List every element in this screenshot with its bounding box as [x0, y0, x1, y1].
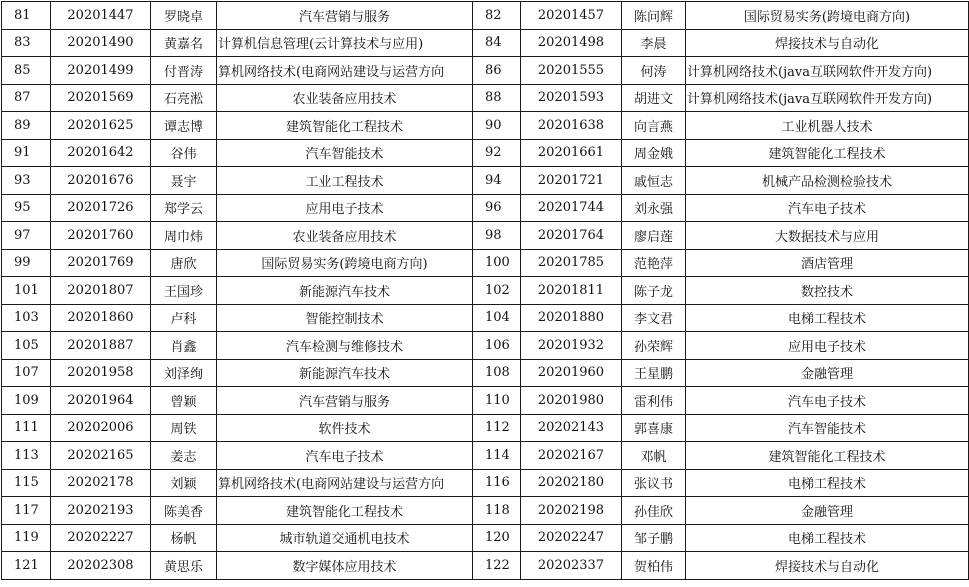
seq-cell: 107: [2, 359, 51, 387]
student-name-cell: 李晨: [622, 29, 686, 57]
seq-cell: 103: [2, 304, 51, 332]
major-cell: 电梯工程技术: [686, 304, 969, 332]
student-id-cell: 20201887: [51, 332, 151, 360]
major-cell: 计算机网络技术(java互联网软件开发方向): [686, 57, 969, 85]
major-cell: 计算机信息管理(云计算技术与应用): [217, 29, 473, 57]
student-id-cell: 20201726: [51, 194, 151, 222]
seq-cell: 112: [473, 414, 521, 442]
student-name-cell: 陈问辉: [622, 2, 686, 30]
major-cell: 电梯工程技术: [686, 524, 969, 552]
student-id-cell: 20201860: [51, 304, 151, 332]
student-id-cell: 20202167: [521, 442, 622, 470]
student-name-cell: 陈子龙: [622, 277, 686, 305]
student-name-cell: 雷利伟: [622, 387, 686, 415]
student-name-cell: 黄思乐: [151, 552, 217, 580]
student-id-cell: 20201980: [521, 387, 622, 415]
student-name-cell: 黄嘉名: [151, 29, 217, 57]
major-cell: 汽车智能技术: [686, 414, 969, 442]
seq-cell: 86: [473, 57, 521, 85]
seq-cell: 114: [473, 442, 521, 470]
major-cell: 农业装备应用技术: [217, 222, 473, 250]
major-cell: 电梯工程技术: [686, 469, 969, 497]
student-id-cell: 20202180: [521, 469, 622, 497]
student-name-cell: 何涛: [622, 57, 686, 85]
seq-cell: 122: [473, 552, 521, 580]
table-row: [2, 469, 969, 497]
table-row: [2, 139, 969, 167]
student-name-cell: 罗晓卓: [151, 2, 217, 30]
seq-cell: 116: [473, 469, 521, 497]
table-row: [2, 222, 969, 250]
student-id-cell: 20202247: [521, 524, 622, 552]
major-cell: 焊接技术与自动化: [686, 29, 969, 57]
seq-cell: 100: [473, 249, 521, 277]
major-cell: 汽车营销与服务: [217, 387, 473, 415]
seq-cell: 121: [2, 552, 51, 580]
major-cell: 焊接技术与自动化: [686, 552, 969, 580]
student-name-cell: 谷伟: [151, 139, 217, 167]
seq-cell: 108: [473, 359, 521, 387]
major-cell: 酒店管理: [686, 249, 969, 277]
student-name-cell: 胡进文: [622, 84, 686, 112]
table-row: [2, 442, 969, 470]
student-name-cell: 向言燕: [622, 112, 686, 140]
student-name-cell: 王星鹏: [622, 359, 686, 387]
student-name-cell: 张议书: [622, 469, 686, 497]
student-id-cell: 20202198: [521, 497, 622, 525]
student-id-cell: 20201960: [521, 359, 622, 387]
major-cell: 新能源汽车技术: [217, 277, 473, 305]
student-name-cell: 周巾炜: [151, 222, 217, 250]
seq-cell: 88: [473, 84, 521, 112]
student-id-cell: 20201447: [51, 2, 151, 30]
student-id-cell: 20201764: [521, 222, 622, 250]
major-cell: 智能控制技术: [217, 304, 473, 332]
major-cell: 国际贸易实务(跨境电商方向): [217, 249, 473, 277]
student-id-cell: 20202165: [51, 442, 151, 470]
seq-cell: 101: [2, 277, 51, 305]
student-name-cell: 石亮淞: [151, 84, 217, 112]
student-id-cell: 20201490: [51, 29, 151, 57]
seq-cell: 92: [473, 139, 521, 167]
student-name-cell: 廖启莲: [622, 222, 686, 250]
student-id-cell: 20202337: [521, 552, 622, 580]
table-row: [2, 112, 969, 140]
student-name-cell: 戚恒志: [622, 167, 686, 195]
seq-cell: 98: [473, 222, 521, 250]
student-id-cell: 20202227: [51, 524, 151, 552]
table-row: [2, 359, 969, 387]
seq-cell: 96: [473, 194, 521, 222]
student-name-cell: 陈美香: [151, 497, 217, 525]
student-id-cell: 20201676: [51, 167, 151, 195]
student-id-cell: 20202143: [521, 414, 622, 442]
seq-cell: 81: [2, 2, 51, 30]
student-id-cell: 20201498: [521, 29, 622, 57]
seq-cell: 118: [473, 497, 521, 525]
student-id-cell: 20201638: [521, 112, 622, 140]
seq-cell: 95: [2, 194, 51, 222]
student-id-cell: 20201964: [51, 387, 151, 415]
seq-cell: 97: [2, 222, 51, 250]
student-id-cell: 20201807: [51, 277, 151, 305]
student-name-cell: 邓帆: [622, 442, 686, 470]
student-name-cell: 姜志: [151, 442, 217, 470]
major-cell: 机械产品检测检验技术: [686, 167, 969, 195]
table-row: [2, 387, 969, 415]
major-cell: 工业机器人技术: [686, 112, 969, 140]
student-name-cell: 杨帆: [151, 524, 217, 552]
seq-cell: 110: [473, 387, 521, 415]
major-cell: 数控技术: [686, 277, 969, 305]
major-cell: 城市轨道交通机电技术: [217, 524, 473, 552]
student-id-cell: 20202193: [51, 497, 151, 525]
seq-cell: 94: [473, 167, 521, 195]
seq-cell: 83: [2, 29, 51, 57]
major-cell: 汽车电子技术: [686, 387, 969, 415]
student-name-cell: 刘永强: [622, 194, 686, 222]
table-row: [2, 249, 969, 277]
student-id-cell: 20201932: [521, 332, 622, 360]
student-name-cell: 李文君: [622, 304, 686, 332]
table-row: [2, 414, 969, 442]
student-id-cell: 20201880: [521, 304, 622, 332]
student-name-cell: 郭喜康: [622, 414, 686, 442]
seq-cell: 120: [473, 524, 521, 552]
seq-cell: 119: [2, 524, 51, 552]
major-cell: 汽车电子技术: [217, 442, 473, 470]
student-name-cell: 聂宇: [151, 167, 217, 195]
major-cell: 应用电子技术: [686, 332, 969, 360]
table-row: [2, 29, 969, 57]
student-id-cell: 20202006: [51, 414, 151, 442]
seq-cell: 82: [473, 2, 521, 30]
major-cell: 算机网络技术(电商网站建设与运营方向: [217, 57, 473, 85]
student-id-cell: 20201721: [521, 167, 622, 195]
major-cell: 大数据技术与应用: [686, 222, 969, 250]
student-id-cell: 20201769: [51, 249, 151, 277]
student-id-cell: 20201593: [521, 84, 622, 112]
table-row: [2, 2, 969, 30]
student-id-cell: 20201958: [51, 359, 151, 387]
student-id-cell: 20201661: [521, 139, 622, 167]
seq-cell: 90: [473, 112, 521, 140]
table-row: [2, 304, 969, 332]
table-row: [2, 524, 969, 552]
student-name-cell: 贺柏伟: [622, 552, 686, 580]
seq-cell: 89: [2, 112, 51, 140]
student-name-cell: 郑学云: [151, 194, 217, 222]
student-name-cell: 孙荣辉: [622, 332, 686, 360]
major-cell: 算机网络技术(电商网站建设与运营方向: [217, 469, 473, 497]
seq-cell: 99: [2, 249, 51, 277]
major-cell: 汽车智能技术: [217, 139, 473, 167]
student-name-cell: 邹子鹏: [622, 524, 686, 552]
seq-cell: 105: [2, 332, 51, 360]
student-name-cell: 孙佳欣: [622, 497, 686, 525]
student-name-cell: 付晋涛: [151, 57, 217, 85]
table-row: [2, 194, 969, 222]
student-id-cell: 20201785: [521, 249, 622, 277]
table-row: [2, 84, 969, 112]
major-cell: 工业工程技术: [217, 167, 473, 195]
major-cell: 汽车电子技术: [686, 194, 969, 222]
table-row: [2, 497, 969, 525]
major-cell: 建筑智能化工程技术: [217, 497, 473, 525]
student-id-cell: 20201642: [51, 139, 151, 167]
major-cell: 建筑智能化工程技术: [686, 442, 969, 470]
seq-cell: 87: [2, 84, 51, 112]
table-row: [2, 332, 969, 360]
table-body: [2, 2, 969, 580]
student-name-cell: 王国珍: [151, 277, 217, 305]
student-id-cell: 20201744: [521, 194, 622, 222]
major-cell: 国际贸易实务(跨境电商方向): [686, 2, 969, 30]
student-name-cell: 周铁: [151, 414, 217, 442]
major-cell: 金融管理: [686, 497, 969, 525]
major-cell: 农业装备应用技术: [217, 84, 473, 112]
seq-cell: 104: [473, 304, 521, 332]
student-id-cell: 20201625: [51, 112, 151, 140]
student-name-cell: 曾颖: [151, 387, 217, 415]
student-name-cell: 刘泽绚: [151, 359, 217, 387]
seq-cell: 109: [2, 387, 51, 415]
student-id-cell: 20202308: [51, 552, 151, 580]
table-row: [2, 57, 969, 85]
seq-cell: 113: [2, 442, 51, 470]
seq-cell: 93: [2, 167, 51, 195]
seq-cell: 117: [2, 497, 51, 525]
student-id-cell: 20201760: [51, 222, 151, 250]
seq-cell: 111: [2, 414, 51, 442]
student-name-cell: 谭志博: [151, 112, 217, 140]
student-id-cell: 20201569: [51, 84, 151, 112]
student-name-cell: 肖鑫: [151, 332, 217, 360]
student-name-cell: 范艳萍: [622, 249, 686, 277]
student-id-cell: 20202178: [51, 469, 151, 497]
student-id-cell: 20201555: [521, 57, 622, 85]
student-list-table: [1, 1, 969, 580]
table-row: [2, 277, 969, 305]
table-row: [2, 552, 969, 580]
major-cell: 建筑智能化工程技术: [217, 112, 473, 140]
seq-cell: 84: [473, 29, 521, 57]
table-row: [2, 167, 969, 195]
seq-cell: 115: [2, 469, 51, 497]
seq-cell: 85: [2, 57, 51, 85]
major-cell: 数字媒体应用技术: [217, 552, 473, 580]
student-id-cell: 20201811: [521, 277, 622, 305]
major-cell: 软件技术: [217, 414, 473, 442]
student-name-cell: 刘颖: [151, 469, 217, 497]
student-id-cell: 20201499: [51, 57, 151, 85]
student-name-cell: 唐欣: [151, 249, 217, 277]
major-cell: 汽车营销与服务: [217, 2, 473, 30]
student-name-cell: 周金娥: [622, 139, 686, 167]
seq-cell: 106: [473, 332, 521, 360]
major-cell: 计算机网络技术(java互联网软件开发方向): [686, 84, 969, 112]
major-cell: 金融管理: [686, 359, 969, 387]
major-cell: 新能源汽车技术: [217, 359, 473, 387]
student-name-cell: 卢科: [151, 304, 217, 332]
student-id-cell: 20201457: [521, 2, 622, 30]
major-cell: 建筑智能化工程技术: [686, 139, 969, 167]
major-cell: 汽车检测与维修技术: [217, 332, 473, 360]
major-cell: 应用电子技术: [217, 194, 473, 222]
seq-cell: 91: [2, 139, 51, 167]
seq-cell: 102: [473, 277, 521, 305]
